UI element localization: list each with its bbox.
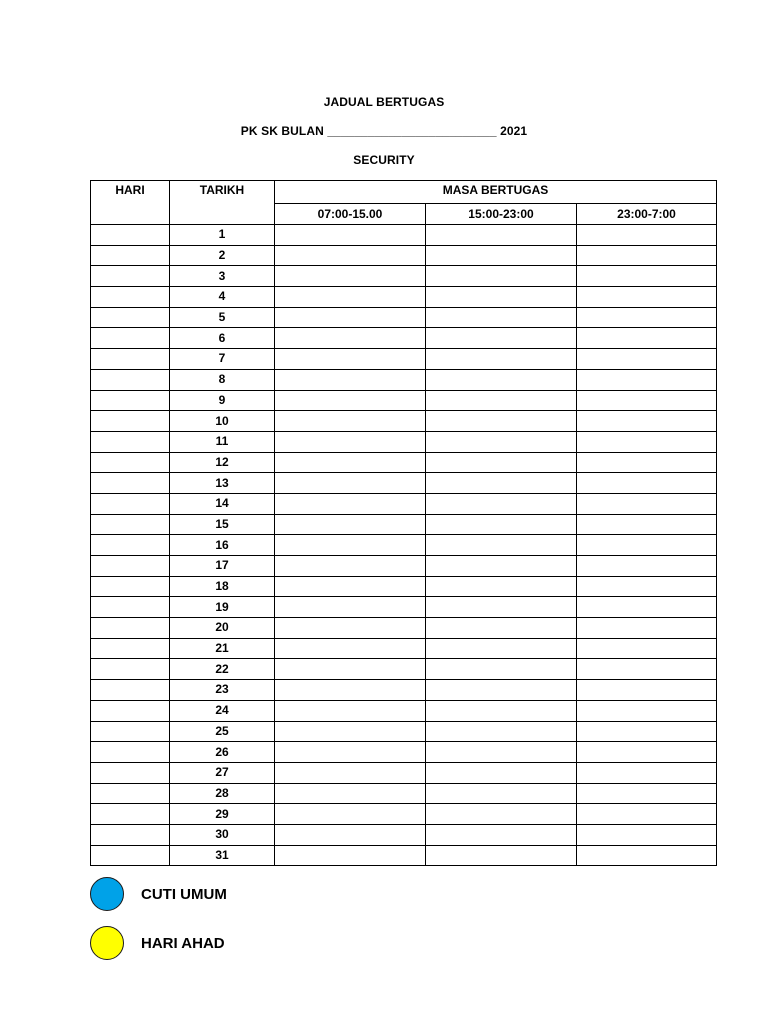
cell-tarikh: 14: [170, 493, 275, 514]
table-row: [91, 742, 717, 763]
cell-shift-1[interactable]: [275, 349, 426, 370]
cell-shift-1[interactable]: [275, 411, 426, 432]
cell-shift-2[interactable]: [426, 390, 577, 411]
cell-shift-1[interactable]: [275, 556, 426, 577]
cell-shift-3[interactable]: [577, 804, 717, 825]
cell-shift-3[interactable]: [577, 762, 717, 783]
cell-shift-3[interactable]: [577, 638, 717, 659]
cell-shift-2[interactable]: [426, 431, 577, 452]
table-row: [91, 493, 717, 514]
cell-tarikh: 31: [170, 845, 275, 866]
cell-tarikh: 16: [170, 535, 275, 556]
cell-hari[interactable]: [91, 307, 170, 328]
cell-shift-3[interactable]: [577, 514, 717, 535]
header-shift-3: 23:00-7:00: [577, 204, 717, 225]
cell-hari[interactable]: [91, 225, 170, 246]
cell-shift-2[interactable]: [426, 514, 577, 535]
header-shift-1: 07:00-15.00: [275, 204, 426, 225]
cell-hari[interactable]: [91, 535, 170, 556]
cell-shift-1[interactable]: [275, 328, 426, 349]
table-row: [91, 824, 717, 845]
cell-shift-1[interactable]: [275, 824, 426, 845]
cell-shift-3[interactable]: [577, 349, 717, 370]
cell-tarikh: 28: [170, 783, 275, 804]
cell-shift-2[interactable]: [426, 225, 577, 246]
cell-shift-2[interactable]: [426, 328, 577, 349]
cell-shift-2[interactable]: [426, 411, 577, 432]
table-row: [91, 845, 717, 866]
cell-tarikh: 15: [170, 514, 275, 535]
cell-shift-1[interactable]: [275, 473, 426, 494]
table-row: [91, 328, 717, 349]
cell-shift-1[interactable]: [275, 659, 426, 680]
cell-shift-3[interactable]: [577, 721, 717, 742]
cell-hari[interactable]: [91, 411, 170, 432]
table-row: [91, 618, 717, 639]
table-row: [91, 473, 717, 494]
cell-shift-2[interactable]: [426, 804, 577, 825]
cell-shift-1[interactable]: [275, 452, 426, 473]
header-tarikh: TARIKH: [170, 181, 275, 225]
cell-shift-3[interactable]: [577, 473, 717, 494]
cell-shift-3[interactable]: [577, 390, 717, 411]
table-row: [91, 307, 717, 328]
cell-tarikh: 19: [170, 597, 275, 618]
cell-shift-3[interactable]: [577, 576, 717, 597]
cell-shift-1[interactable]: [275, 514, 426, 535]
cell-shift-2[interactable]: [426, 369, 577, 390]
cell-hari[interactable]: [91, 514, 170, 535]
cell-hari[interactable]: [91, 431, 170, 452]
cell-tarikh: 8: [170, 369, 275, 390]
cell-shift-2[interactable]: [426, 266, 577, 287]
table-row: [91, 576, 717, 597]
cell-shift-1[interactable]: [275, 390, 426, 411]
cell-shift-2[interactable]: [426, 638, 577, 659]
cell-tarikh: 29: [170, 804, 275, 825]
table-row: [91, 245, 717, 266]
cell-shift-1[interactable]: [275, 762, 426, 783]
cell-shift-2[interactable]: [426, 535, 577, 556]
cell-hari[interactable]: [91, 742, 170, 763]
cell-shift-3[interactable]: [577, 659, 717, 680]
cell-shift-3[interactable]: [577, 680, 717, 701]
cell-hari[interactable]: [91, 804, 170, 825]
page-subtitle: PK SK BULAN _________________________ 2021: [240, 124, 528, 138]
cell-hari[interactable]: [91, 721, 170, 742]
cell-tarikh: 23: [170, 680, 275, 701]
cell-hari[interactable]: [91, 390, 170, 411]
section-title: SECURITY: [353, 153, 415, 167]
cell-tarikh: 26: [170, 742, 275, 763]
cell-tarikh: 18: [170, 576, 275, 597]
cell-shift-3[interactable]: [577, 369, 717, 390]
cell-shift-3[interactable]: [577, 245, 717, 266]
cell-hari[interactable]: [91, 680, 170, 701]
cell-shift-2[interactable]: [426, 824, 577, 845]
cell-shift-1[interactable]: [275, 307, 426, 328]
legend-label-cuti-umum: CUTI UMUM: [141, 885, 227, 903]
table-row: [91, 514, 717, 535]
yellow-circle-icon: [90, 926, 124, 960]
cell-tarikh: 21: [170, 638, 275, 659]
cell-shift-3[interactable]: [577, 742, 717, 763]
cell-shift-1[interactable]: [275, 245, 426, 266]
cell-shift-2[interactable]: [426, 742, 577, 763]
cell-shift-1[interactable]: [275, 225, 426, 246]
cell-tarikh: 20: [170, 618, 275, 639]
table-row: [91, 369, 717, 390]
cell-tarikh: 7: [170, 349, 275, 370]
legend-cuti-umum: [90, 876, 227, 912]
cell-shift-3[interactable]: [577, 493, 717, 514]
cell-tarikh: 22: [170, 659, 275, 680]
cell-hari[interactable]: [91, 824, 170, 845]
cell-hari[interactable]: [91, 452, 170, 473]
cell-tarikh: 3: [170, 266, 275, 287]
cell-tarikh: 4: [170, 287, 275, 308]
cell-shift-2[interactable]: [426, 783, 577, 804]
cell-shift-2[interactable]: [426, 680, 577, 701]
page-title: JADUAL BERTUGAS: [323, 95, 445, 109]
cell-shift-1[interactable]: [275, 287, 426, 308]
cell-shift-2[interactable]: [426, 493, 577, 514]
cell-shift-1[interactable]: [275, 535, 426, 556]
cell-shift-1[interactable]: [275, 783, 426, 804]
cell-shift-1[interactable]: [275, 597, 426, 618]
cell-shift-1[interactable]: [275, 638, 426, 659]
cell-shift-3[interactable]: [577, 431, 717, 452]
cell-hari[interactable]: [91, 245, 170, 266]
table-row: [91, 431, 717, 452]
cell-shift-3[interactable]: [577, 845, 717, 866]
cell-hari[interactable]: [91, 556, 170, 577]
cell-shift-2[interactable]: [426, 576, 577, 597]
cell-shift-3[interactable]: [577, 287, 717, 308]
cell-hari[interactable]: [91, 328, 170, 349]
cell-shift-3[interactable]: [577, 225, 717, 246]
table-row: [91, 721, 717, 742]
table-row: [91, 535, 717, 556]
cell-hari[interactable]: [91, 638, 170, 659]
cell-tarikh: 2: [170, 245, 275, 266]
cell-shift-1[interactable]: [275, 266, 426, 287]
table-row: [91, 266, 717, 287]
cell-shift-2[interactable]: [426, 618, 577, 639]
cell-hari[interactable]: [91, 576, 170, 597]
cell-shift-3[interactable]: [577, 783, 717, 804]
table-row: [91, 349, 717, 370]
cell-hari[interactable]: [91, 618, 170, 639]
table-row: [91, 225, 717, 246]
cell-shift-2[interactable]: [426, 597, 577, 618]
header-hari: HARI: [91, 181, 170, 225]
cell-tarikh: 6: [170, 328, 275, 349]
header-shift-2: 15:00-23:00: [426, 204, 577, 225]
cell-tarikh: 27: [170, 762, 275, 783]
legend-hari-ahad: [90, 925, 225, 961]
cell-shift-2[interactable]: [426, 473, 577, 494]
cell-shift-3[interactable]: [577, 556, 717, 577]
cell-shift-2[interactable]: [426, 452, 577, 473]
cell-shift-3[interactable]: [577, 307, 717, 328]
table-row: [91, 762, 717, 783]
cell-hari[interactable]: [91, 349, 170, 370]
cell-hari[interactable]: [91, 762, 170, 783]
cell-shift-2[interactable]: [426, 845, 577, 866]
blue-circle-icon: [90, 877, 124, 911]
table-row: [91, 804, 717, 825]
cell-shift-2[interactable]: [426, 287, 577, 308]
legend-label-hari-ahad: HARI AHAD: [141, 934, 225, 952]
cell-shift-1[interactable]: [275, 369, 426, 390]
cell-shift-2[interactable]: [426, 659, 577, 680]
duty-roster-table: [90, 180, 717, 866]
cell-hari[interactable]: [91, 783, 170, 804]
table-row: [91, 638, 717, 659]
cell-shift-2[interactable]: [426, 349, 577, 370]
cell-shift-2[interactable]: [426, 721, 577, 742]
table-row: [91, 390, 717, 411]
cell-tarikh: 17: [170, 556, 275, 577]
cell-tarikh: 30: [170, 824, 275, 845]
table-row: [91, 680, 717, 701]
cell-shift-1[interactable]: [275, 680, 426, 701]
cell-hari[interactable]: [91, 493, 170, 514]
cell-shift-2[interactable]: [426, 556, 577, 577]
cell-shift-3[interactable]: [577, 824, 717, 845]
cell-shift-1[interactable]: [275, 576, 426, 597]
cell-tarikh: 24: [170, 700, 275, 721]
cell-shift-1[interactable]: [275, 618, 426, 639]
cell-tarikh: 13: [170, 473, 275, 494]
cell-tarikh: 1: [170, 225, 275, 246]
table-row: [91, 659, 717, 680]
cell-shift-2[interactable]: [426, 307, 577, 328]
table-row: [91, 287, 717, 308]
cell-hari[interactable]: [91, 473, 170, 494]
cell-shift-2[interactable]: [426, 245, 577, 266]
cell-shift-3[interactable]: [577, 266, 717, 287]
cell-shift-1[interactable]: [275, 431, 426, 452]
cell-shift-1[interactable]: [275, 721, 426, 742]
cell-shift-2[interactable]: [426, 762, 577, 783]
table-row: [91, 597, 717, 618]
cell-shift-2[interactable]: [426, 700, 577, 721]
cell-tarikh: 12: [170, 452, 275, 473]
cell-shift-3[interactable]: [577, 597, 717, 618]
cell-shift-1[interactable]: [275, 493, 426, 514]
cell-tarikh: 11: [170, 431, 275, 452]
cell-hari[interactable]: [91, 845, 170, 866]
cell-shift-1[interactable]: [275, 742, 426, 763]
cell-tarikh: 25: [170, 721, 275, 742]
cell-shift-1[interactable]: [275, 845, 426, 866]
cell-shift-3[interactable]: [577, 411, 717, 432]
table-row: [91, 411, 717, 432]
cell-shift-3[interactable]: [577, 535, 717, 556]
cell-shift-1[interactable]: [275, 804, 426, 825]
cell-tarikh: 9: [170, 390, 275, 411]
table-row: [91, 783, 717, 804]
cell-tarikh: 5: [170, 307, 275, 328]
header-masa-bertugas: MASA BERTUGAS: [275, 181, 717, 204]
cell-shift-3[interactable]: [577, 618, 717, 639]
table-header-row: [91, 181, 717, 204]
cell-shift-3[interactable]: [577, 452, 717, 473]
cell-hari[interactable]: [91, 287, 170, 308]
cell-hari[interactable]: [91, 597, 170, 618]
table-row: [91, 556, 717, 577]
cell-tarikh: 10: [170, 411, 275, 432]
cell-hari[interactable]: [91, 369, 170, 390]
cell-shift-1[interactable]: [275, 700, 426, 721]
cell-hari[interactable]: [91, 700, 170, 721]
cell-shift-3[interactable]: [577, 700, 717, 721]
cell-hari[interactable]: [91, 266, 170, 287]
cell-shift-3[interactable]: [577, 328, 717, 349]
table-row: [91, 452, 717, 473]
cell-hari[interactable]: [91, 659, 170, 680]
table-row: [91, 700, 717, 721]
